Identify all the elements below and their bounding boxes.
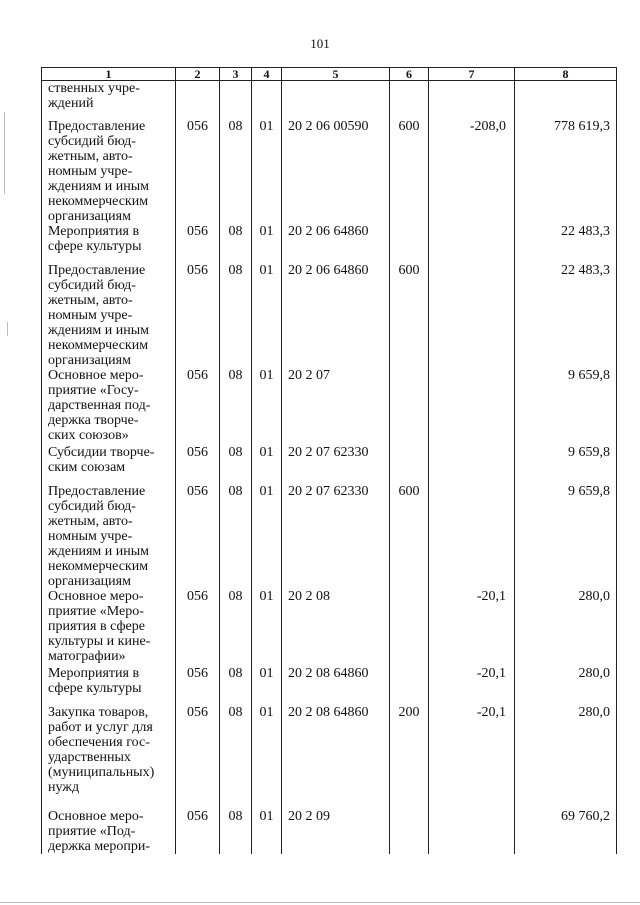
row-name-line: дарственная под- (48, 397, 151, 413)
cell-col-7 (429, 368, 515, 445)
cell-value: 056 (187, 367, 208, 383)
cell-col-6 (390, 809, 429, 854)
cell-col-8 (515, 224, 617, 263)
scan-mark-left (4, 112, 5, 194)
cell-value: 20 2 09 (288, 808, 330, 824)
cell-col-5 (282, 589, 390, 666)
cell-col-5 (282, 224, 390, 263)
table-row (42, 263, 617, 368)
table-row (42, 224, 617, 263)
cell-value: 9 659,8 (568, 483, 610, 499)
cell-col-8 (515, 589, 617, 666)
cell-col-4 (252, 705, 282, 809)
row-name-line: Закупка товаров, (48, 704, 149, 720)
cell-value: 056 (187, 808, 208, 824)
cell-col-1 (42, 484, 176, 589)
row-name-line: сфере культуры (48, 680, 142, 696)
row-name-line: Основное меро- (48, 367, 144, 383)
cell-value: 600 (398, 483, 420, 499)
cell-value: 20 2 07 (288, 367, 330, 383)
row-name-line: Основное меро- (48, 808, 144, 824)
row-name-line: ударственных (48, 749, 131, 765)
cell-value: 20 2 06 00590 (288, 118, 369, 134)
row-name-line: работ и услуг для (48, 719, 153, 735)
row-name-line: Предоставление (48, 483, 146, 499)
cell-value: 08 (228, 444, 243, 460)
row-name-line: сфере культуры (48, 238, 142, 254)
cell-col-4 (252, 263, 282, 368)
cell-col-7 (429, 445, 515, 484)
cell-value: 056 (187, 118, 208, 134)
row-name-line: (муниципальных) (48, 764, 155, 780)
cell-value: 08 (228, 483, 243, 499)
cell-col-1 (42, 666, 176, 705)
table-header-row (42, 68, 617, 81)
row-name-line: Основное меро- (48, 588, 144, 604)
table-body (42, 81, 617, 854)
cell-col-6 (390, 666, 429, 705)
row-name-line: жетным, авто- (48, 513, 133, 529)
cell-col-4 (252, 81, 282, 119)
row-name-line: Предоставление (48, 118, 146, 134)
cell-value: 056 (187, 665, 208, 681)
cell-value: -20,1 (476, 665, 506, 681)
cell-col-3 (220, 809, 252, 854)
cell-col-6 (390, 445, 429, 484)
row-name-line: матографии» (48, 648, 126, 664)
cell-value: 20 2 08 64860 (288, 704, 369, 720)
row-name-line: держка меропри- (48, 838, 151, 854)
cell-col-3 (220, 224, 252, 263)
cell-value: 01 (259, 704, 274, 720)
table-row (42, 445, 617, 484)
cell-value: 20 2 08 64860 (288, 665, 369, 681)
cell-value: 20 2 07 62330 (288, 444, 369, 460)
cell-col-6 (390, 224, 429, 263)
table-row (42, 484, 617, 589)
cell-value: 01 (259, 483, 274, 499)
cell-col-8 (515, 81, 617, 119)
cell-col-2 (176, 666, 220, 705)
column-header-7: 7 (429, 68, 515, 81)
table-row (42, 119, 617, 224)
cell-value: 08 (228, 808, 243, 824)
cell-col-8 (515, 809, 617, 854)
cell-value: -20,1 (476, 588, 506, 604)
cell-value: 056 (187, 223, 208, 239)
cell-col-7 (429, 81, 515, 119)
cell-value: 778 619,3 (554, 118, 610, 134)
cell-col-8 (515, 263, 617, 368)
row-name-line: ским союзам (48, 459, 126, 475)
cell-value: 08 (228, 118, 243, 134)
table-row (42, 705, 617, 809)
row-name-line: Предоставление (48, 262, 146, 278)
cell-col-1 (42, 705, 176, 809)
column-header-4: 4 (252, 68, 282, 81)
row-name-line: Мероприятия в (48, 223, 140, 239)
row-name-line: номным учре- (48, 528, 133, 544)
cell-value: -208,0 (469, 118, 506, 134)
cell-col-5 (282, 809, 390, 854)
cell-col-3 (220, 484, 252, 589)
cell-col-2 (176, 119, 220, 224)
cell-col-3 (220, 119, 252, 224)
cell-col-4 (252, 589, 282, 666)
cell-col-5 (282, 81, 390, 119)
cell-col-6 (390, 368, 429, 445)
cell-col-4 (252, 445, 282, 484)
column-header-5: 5 (282, 68, 390, 81)
row-name-line: субсидий бюд- (48, 498, 136, 514)
cell-value: 200 (398, 704, 420, 720)
cell-value: 600 (398, 118, 420, 134)
cell-col-5 (282, 484, 390, 589)
cell-value: 20 2 06 64860 (288, 262, 369, 278)
cell-col-7 (429, 224, 515, 263)
cell-value: 056 (187, 483, 208, 499)
cell-col-5 (282, 666, 390, 705)
cell-col-8 (515, 705, 617, 809)
cell-value: 01 (259, 444, 274, 460)
column-header-8: 8 (515, 68, 617, 81)
cell-col-3 (220, 666, 252, 705)
row-name-line: обеспечения гос- (48, 734, 150, 750)
cell-value: 08 (228, 367, 243, 383)
column-header-2: 2 (176, 68, 220, 81)
cell-value: 280,0 (578, 704, 610, 720)
row-name-line: держка творче- (48, 412, 139, 428)
row-name-line: ственных учре- (48, 81, 140, 96)
cell-col-2 (176, 484, 220, 589)
cell-col-1 (42, 263, 176, 368)
cell-col-3 (220, 589, 252, 666)
budget-table (41, 67, 617, 854)
cell-col-5 (282, 263, 390, 368)
table-row (42, 589, 617, 666)
cell-value: 08 (228, 665, 243, 681)
cell-col-7 (429, 119, 515, 224)
cell-col-6 (390, 81, 429, 119)
row-name-line: некоммерческим (48, 193, 149, 209)
cell-value: 08 (228, 223, 243, 239)
cell-col-6 (390, 263, 429, 368)
row-name-line: некоммерческим (48, 558, 149, 574)
cell-col-2 (176, 809, 220, 854)
cell-value: 01 (259, 665, 274, 681)
cell-value: 280,0 (578, 665, 610, 681)
cell-col-7 (429, 263, 515, 368)
column-header-6: 6 (390, 68, 429, 81)
cell-col-3 (220, 263, 252, 368)
cell-col-8 (515, 445, 617, 484)
row-name-line: Субсидии творче- (48, 444, 155, 460)
scan-mark-bottom (0, 902, 640, 903)
cell-col-2 (176, 81, 220, 119)
cell-value: 22 483,3 (561, 262, 610, 278)
cell-col-1 (42, 445, 176, 484)
cell-col-8 (515, 119, 617, 224)
row-name-line: жетным, авто- (48, 148, 133, 164)
row-name-line: культуры и кине- (48, 633, 151, 649)
row-name-line: приятие «Под- (48, 823, 136, 839)
cell-value: 08 (228, 262, 243, 278)
cell-value: 056 (187, 444, 208, 460)
cell-col-5 (282, 368, 390, 445)
cell-value: 01 (259, 118, 274, 134)
cell-value: 08 (228, 704, 243, 720)
column-header-3: 3 (220, 68, 252, 81)
table-row (42, 368, 617, 445)
scan-mark-left-lower (7, 322, 8, 336)
row-name-line: ждениям и иным (48, 543, 150, 559)
row-name-line: ждениям и иным (48, 178, 150, 194)
cell-col-6 (390, 705, 429, 809)
row-name-line: ждений (48, 96, 94, 111)
row-name-line: приятие «Госу- (48, 382, 139, 398)
cell-value: 056 (187, 588, 208, 604)
cell-col-2 (176, 705, 220, 809)
cell-value: 056 (187, 262, 208, 278)
column-header-1: 1 (42, 68, 176, 81)
cell-col-7 (429, 809, 515, 854)
row-name-line: субсидий бюд- (48, 133, 136, 149)
cell-value: 20 2 08 (288, 588, 330, 604)
row-name-line: организациям (48, 573, 131, 589)
row-name-line: некоммерческим (48, 337, 149, 353)
table-row (42, 809, 617, 854)
cell-col-1 (42, 224, 176, 263)
row-name-line: организациям (48, 352, 131, 368)
row-name-line: номным учре- (48, 163, 133, 179)
cell-value: 01 (259, 808, 274, 824)
cell-value: 9 659,8 (568, 444, 610, 460)
cell-col-2 (176, 224, 220, 263)
cell-col-8 (515, 484, 617, 589)
cell-value: 20 2 06 64860 (288, 223, 369, 239)
cell-col-4 (252, 119, 282, 224)
cell-col-6 (390, 119, 429, 224)
cell-col-7 (429, 589, 515, 666)
cell-col-4 (252, 484, 282, 589)
row-name-line: жетным, авто- (48, 292, 133, 308)
row-name-line: нужд (48, 779, 80, 795)
cell-value: 01 (259, 367, 274, 383)
row-name-line: приятие «Меро- (48, 603, 144, 619)
row-name-line: субсидий бюд- (48, 277, 136, 293)
cell-value: 600 (398, 262, 420, 278)
cell-col-4 (252, 224, 282, 263)
cell-value: 69 760,2 (561, 808, 610, 824)
cell-col-7 (429, 484, 515, 589)
row-name-line: ждениям и иным (48, 322, 150, 338)
table-row (42, 81, 617, 119)
cell-value: 22 483,3 (561, 223, 610, 239)
cell-col-1 (42, 81, 176, 119)
cell-col-3 (220, 705, 252, 809)
cell-value: 20 2 07 62330 (288, 483, 369, 499)
cell-value: 01 (259, 223, 274, 239)
cell-col-3 (220, 368, 252, 445)
cell-col-1 (42, 119, 176, 224)
cell-col-8 (515, 666, 617, 705)
row-name-line: номным учре- (48, 307, 133, 323)
cell-col-1 (42, 809, 176, 854)
cell-col-2 (176, 445, 220, 484)
cell-col-4 (252, 809, 282, 854)
page-number: 101 (310, 36, 330, 51)
row-name-line: ских союзов» (48, 427, 129, 443)
cell-col-3 (220, 445, 252, 484)
cell-col-2 (176, 263, 220, 368)
cell-col-2 (176, 589, 220, 666)
row-name-line: организациям (48, 208, 131, 224)
cell-value: 056 (187, 704, 208, 720)
cell-col-8 (515, 368, 617, 445)
cell-col-3 (220, 81, 252, 119)
row-name-line: приятия в сфере (48, 618, 145, 634)
cell-col-5 (282, 705, 390, 809)
cell-value: 01 (259, 588, 274, 604)
cell-value: 9 659,8 (568, 367, 610, 383)
cell-col-6 (390, 589, 429, 666)
row-name-line: Мероприятия в (48, 665, 140, 681)
cell-value: -20,1 (476, 704, 506, 720)
cell-value: 08 (228, 588, 243, 604)
table-row (42, 666, 617, 705)
budget-table-sheet (41, 67, 616, 854)
cell-col-1 (42, 589, 176, 666)
cell-value: 280,0 (578, 588, 610, 604)
cell-col-4 (252, 368, 282, 445)
cell-col-2 (176, 368, 220, 445)
cell-col-5 (282, 119, 390, 224)
cell-col-7 (429, 705, 515, 809)
cell-col-6 (390, 484, 429, 589)
cell-col-5 (282, 445, 390, 484)
cell-col-4 (252, 666, 282, 705)
cell-value: 01 (259, 262, 274, 278)
cell-col-1 (42, 368, 176, 445)
cell-col-7 (429, 666, 515, 705)
